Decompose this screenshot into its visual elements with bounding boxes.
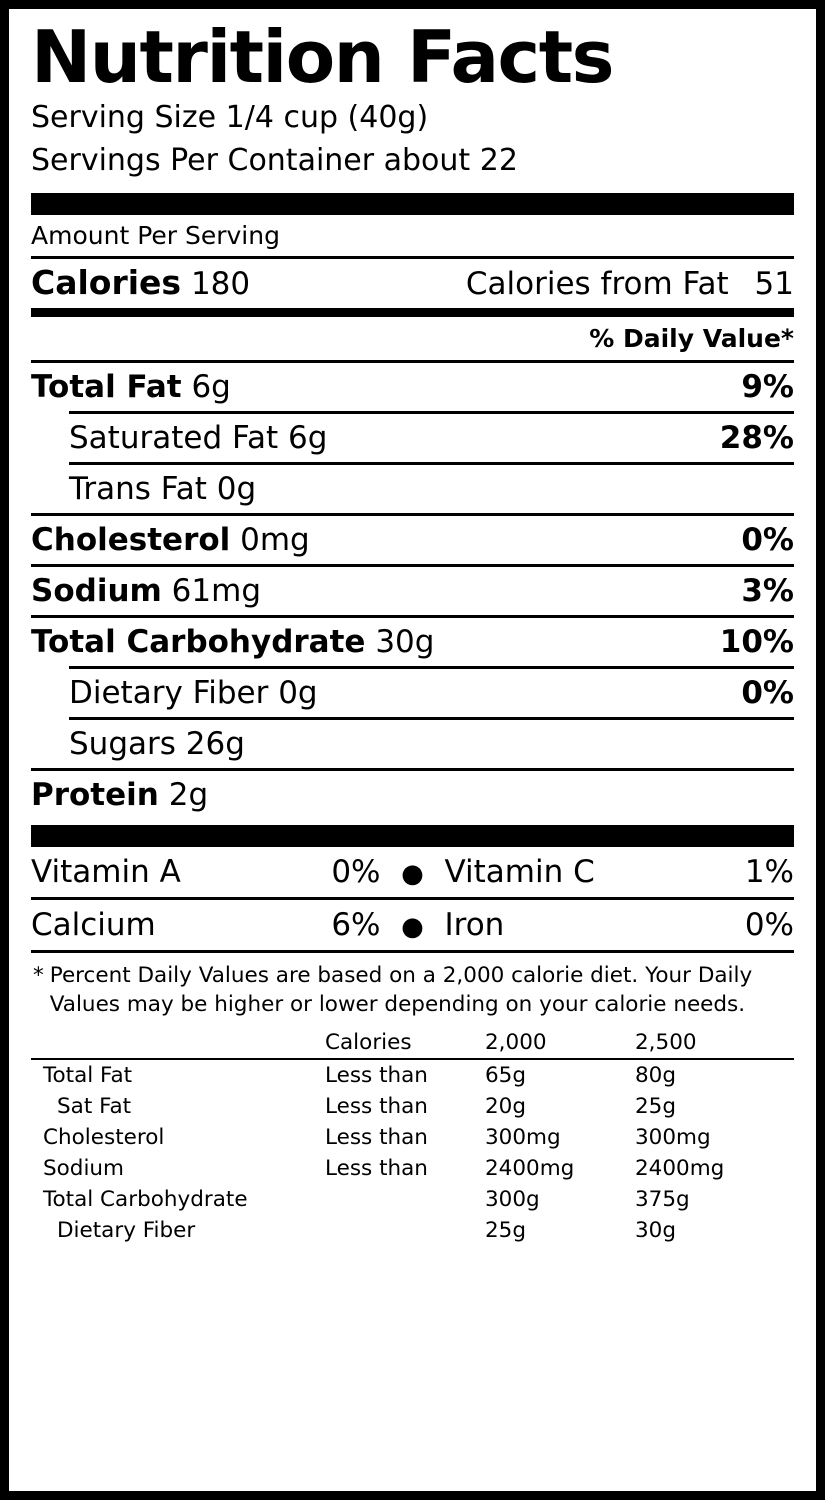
nutrient-label: Cholesterol <box>31 521 231 558</box>
nutrient-label: Saturated Fat <box>69 419 279 456</box>
table-cell: Dietary Fiber <box>57 1217 196 1243</box>
nutrient-row <box>31 363 794 411</box>
footnote-star: * <box>33 962 44 988</box>
calories-left <box>31 263 250 302</box>
nutrient-label: Total Carbohydrate <box>31 623 366 660</box>
nutrient-name <box>31 522 310 558</box>
vitamin-pct: 0% <box>331 853 381 890</box>
nutrient-row <box>31 516 794 564</box>
nutrient-amount: 6g <box>191 368 231 405</box>
vitamin-cell <box>31 907 381 943</box>
calories-from-fat-value: 51 <box>754 265 794 302</box>
table-cell: 25g <box>635 1093 677 1119</box>
calories-value: 180 <box>190 265 251 302</box>
nutrient-amount: 26g <box>185 725 245 762</box>
calories-from-fat <box>466 266 794 302</box>
nutrient-pct: 9% <box>741 368 794 405</box>
nutrient-amount: 61mg <box>171 572 261 609</box>
page-title: Nutrition Facts <box>31 15 614 99</box>
table-cell: 20g <box>485 1093 527 1119</box>
nutrient-pct: 10% <box>719 623 794 660</box>
table-cell: Less than <box>325 1062 428 1088</box>
nutrient-name <box>31 624 434 660</box>
vitamin-name: Vitamin C <box>444 853 595 890</box>
nutrient-row <box>31 771 794 819</box>
table-cell <box>325 1215 485 1246</box>
nutrient-name <box>31 369 231 405</box>
nutrient-name <box>69 420 327 456</box>
nutrient-name <box>69 471 256 507</box>
table-cell: 2,500 <box>635 1027 794 1059</box>
table-cell: Cholesterol <box>43 1124 165 1150</box>
table-cell <box>325 1184 485 1215</box>
nutrient-label: Total Fat <box>31 368 182 405</box>
amount-per-serving: Amount Per Serving <box>31 220 280 250</box>
calories-label: Calories <box>31 262 182 302</box>
vitamin-name: Vitamin A <box>31 853 181 890</box>
table-cell: Calories <box>325 1027 485 1059</box>
table-cell: Less than <box>325 1124 428 1150</box>
table-cell: 375g <box>635 1186 690 1212</box>
table-cell: Less than <box>325 1093 428 1119</box>
nutrient-amount: 6g <box>287 419 328 456</box>
table-cell: Sat Fat <box>57 1093 132 1119</box>
nutrient-label: Sodium <box>31 572 162 609</box>
nutrient-row <box>31 669 794 717</box>
table-cell: 80g <box>635 1062 677 1088</box>
table-cell: 2400mg <box>485 1155 575 1181</box>
table-cell: 2400mg <box>635 1155 725 1181</box>
vitamin-pct: 1% <box>744 853 794 890</box>
table-cell: 65g <box>485 1062 527 1088</box>
nutrient-name <box>31 573 261 609</box>
vitamin-row <box>31 900 794 950</box>
table-cell: Total Carbohydrate <box>43 1186 248 1212</box>
nutrient-row <box>31 465 794 513</box>
calories-from-fat-label: Calories from Fat <box>465 265 729 302</box>
daily-value-header: % Daily Value* <box>589 323 794 353</box>
nutrient-row <box>31 414 794 462</box>
nutrient-row <box>31 567 794 615</box>
vitamin-pct: 6% <box>331 906 381 943</box>
table-cell: 300mg <box>485 1124 561 1150</box>
table-row <box>31 1184 794 1215</box>
divider-thick-top <box>31 193 794 215</box>
footnote-text: Percent Daily Values are based on a 2,000 calorie diet. Your Daily Values may be higher or lower depending on your calorie needs. <box>49 962 753 1017</box>
nutrient-name <box>69 726 245 762</box>
serving-size: Serving Size 1/4 cup (40g) <box>31 100 429 136</box>
nutrient-name <box>31 777 208 813</box>
nutrient-label: Sugars <box>69 725 176 762</box>
nutrient-pct: 3% <box>741 572 794 609</box>
table-row <box>31 1027 794 1059</box>
table-cell <box>31 1027 325 1059</box>
calories-row <box>31 259 794 308</box>
nutrient-name <box>69 675 318 711</box>
table-row <box>31 1091 794 1122</box>
vitamin-cell <box>445 854 795 890</box>
nutrient-amount: 0g <box>216 470 257 507</box>
table-cell: 30g <box>635 1217 677 1243</box>
nutrient-amount: 30g <box>375 623 435 660</box>
nutrient-pct: 28% <box>719 419 794 456</box>
nutrient-pct: 0% <box>741 521 794 558</box>
nutrient-amount: 2g <box>168 776 209 813</box>
nutrient-row <box>31 720 794 768</box>
vitamin-cell <box>445 907 795 943</box>
vitamin-name: Calcium <box>31 906 156 943</box>
divider-thick-vitamins <box>31 825 794 847</box>
vitamin-row <box>31 847 794 897</box>
table-row <box>31 1122 794 1153</box>
bullet-separator-icon: ● <box>401 858 424 889</box>
nutrient-amount: 0g <box>278 674 318 711</box>
table-cell: Total Fat <box>43 1062 133 1088</box>
table-cell: 2,000 <box>485 1027 635 1059</box>
vitamin-cell <box>31 854 381 890</box>
nutrient-pct: 0% <box>741 674 794 711</box>
table-cell: 300g <box>485 1186 540 1212</box>
nutrient-label: Dietary Fiber <box>69 674 269 711</box>
nutrient-label: Trans Fat <box>69 470 207 507</box>
nutrient-row <box>31 618 794 666</box>
vitamin-pct: 0% <box>744 906 794 943</box>
table-row <box>31 1059 794 1091</box>
table-cell: 300mg <box>635 1124 711 1150</box>
table-cell: Sodium <box>43 1155 124 1181</box>
nutrient-label: Protein <box>31 776 159 813</box>
footnote <box>31 953 794 1023</box>
nutrient-amount: 0mg <box>240 521 310 558</box>
vitamin-name: Iron <box>444 906 505 943</box>
daily-value-table <box>31 1027 794 1246</box>
table-cell: 25g <box>485 1217 527 1243</box>
table-row <box>31 1153 794 1184</box>
table-cell: Less than <box>325 1155 428 1181</box>
servings-per-container: Servings Per Container about 22 <box>31 142 518 178</box>
bullet-separator-icon: ● <box>401 911 424 942</box>
divider-medium <box>31 308 794 317</box>
table-row <box>31 1215 794 1246</box>
